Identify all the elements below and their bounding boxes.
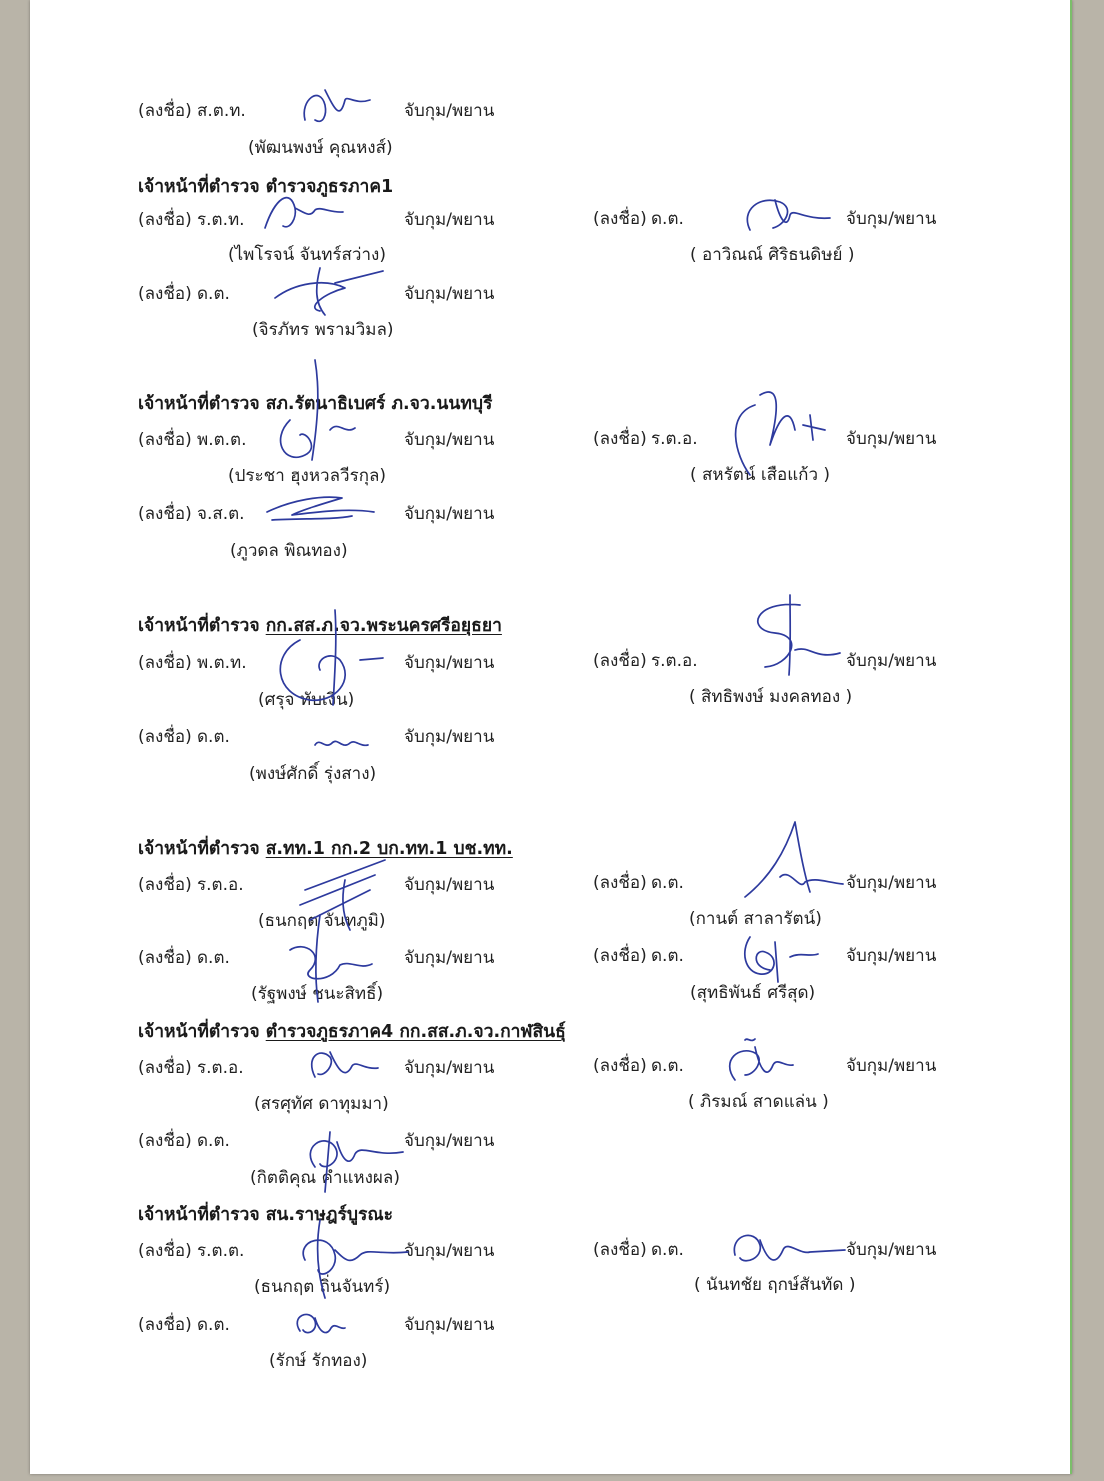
handwritten-signature [715,385,835,480]
handwritten-signature [295,1122,405,1197]
role-label: จับกุม/พยาน [404,504,495,524]
rank: ด.ต. [197,284,230,304]
role-label: จับกุม/พยาน [404,1315,495,1335]
handwritten-signature [725,822,845,912]
rank: พ.ต.ท. [197,653,247,673]
rank: ด.ต. [651,946,684,966]
handwritten-signature [290,1210,410,1300]
rank: ด.ต. [651,873,684,893]
officer-name: (ไพโรจน์ จันทร์สว่าง) [228,245,386,265]
unit-name: ตำรวจภูธรภาค4 กก.สส.ภ.จว.กาฬสินธุ์ [265,1022,566,1042]
sign-prefix: (ลงชื่อ) [138,284,192,304]
rank: ด.ต. [197,1131,230,1151]
sign-prefix: (ลงชื่อ) [593,1240,647,1260]
role-label: จับกุม/พยาน [846,1240,937,1260]
rank: จ.ส.ต. [197,504,245,524]
role-label: จับกุม/พยาน [404,101,495,121]
sign-prefix: (ลงชื่อ) [138,101,192,121]
role-label: จับกุม/พยาน [404,727,495,747]
handwritten-signature [262,490,377,525]
officer-name: ( นันทชัย ฤกษ์สันทัด ) [694,1275,856,1295]
officer-prefix: เจ้าหน้าที่ตำรวจ [138,177,260,197]
rank: ด.ต. [651,1056,684,1076]
rank: ส.ต.ท. [197,101,246,121]
officer-name: (พัฒนพงษ์ คุณหงส์) [248,138,393,158]
handwritten-signature [310,735,370,755]
role-label: จับกุม/พยาน [404,1131,495,1151]
officer-name: (พงษ์ศักดิ์ รุ่งสาง) [249,764,377,784]
officer-name: (สุทธิพันธ์ ศรีสุด) [690,983,816,1003]
rank: ร.ต.ท. [197,210,245,230]
sign-prefix: (ลงชื่อ) [138,875,192,895]
handwritten-signature [300,1042,380,1087]
role-label: จับกุม/พยาน [404,284,495,304]
rank: ร.ต.อ. [197,875,244,895]
unit-name: ส.ทท.1 กก.2 บก.ทท.1 บช.ทท. [265,839,513,859]
handwritten-signature [715,1035,795,1090]
handwritten-signature [255,188,345,238]
officer-name: (จิรภัทร พรามวิมล) [252,320,394,340]
role-label: จับกุม/พยาน [404,875,495,895]
officer-name: ( ภิรมณ์ สาดแล่น ) [688,1092,829,1112]
officer-prefix: เจ้าหน้าที่ตำรวจ [138,394,260,414]
unit-name: ตำรวจภูธรภาค1 [265,177,394,197]
handwritten-signature [725,1220,845,1275]
role-label: จับกุม/พยาน [846,651,937,671]
handwritten-signature [720,922,820,992]
rank: ด.ต. [197,948,230,968]
sign-prefix: (ลงชื่อ) [138,948,192,968]
sign-prefix: (ลงชื่อ) [138,653,192,673]
role-label: จับกุม/พยาน [404,430,495,450]
officer-name: (รัฐพงษ์ ชนะสิทธิ์) [251,984,384,1004]
officer-name: (รักษ์ รักทอง) [269,1351,368,1371]
officer-name: (กิตติคุณ คำแหงผล) [250,1168,400,1188]
officer-name: (สรศุทัศ ดาทุมมา) [254,1094,389,1114]
officer-name: ( อาวิณณ์ ศิริธนดิษย์ ) [690,245,855,265]
handwritten-signature [735,190,835,240]
officer-name: ( สิทธิพงษ์ มงคลทอง ) [689,687,853,707]
section-heading [138,1017,566,1045]
handwritten-signature [295,80,375,130]
role-label: จับกุม/พยาน [404,653,495,673]
role-label: จับกุม/พยาน [404,210,495,230]
handwritten-signature [280,910,380,1005]
role-label: จับกุม/พยาน [404,1241,495,1261]
rank: ร.ต.ต. [197,1241,245,1261]
rank: ร.ต.อ. [651,429,698,449]
rank: ร.ต.อ. [197,1058,244,1078]
officer-prefix: เจ้าหน้าที่ตำรวจ [138,1022,260,1042]
sign-prefix: (ลงชื่อ) [593,873,647,893]
rank: ด.ต. [197,1315,230,1335]
officer-name: (กานต์ สาลารัตน์) [689,909,822,929]
role-label: จับกุม/พยาน [846,873,937,893]
page-edge [1070,0,1072,1474]
officer-name: (ธนกฤต ถิ่นจันทร์) [254,1277,391,1297]
officer-prefix: เจ้าหน้าที่ตำรวจ [138,839,260,859]
rank: พ.ต.ต. [197,430,247,450]
unit-name: สน.ราษฎร์บูรณะ [265,1205,394,1225]
sign-prefix: (ลงชื่อ) [138,1058,192,1078]
role-label: จับกุม/พยาน [846,946,937,966]
sign-prefix: (ลงชื่อ) [138,504,192,524]
officer-name: (ภูวดล พิณทอง) [230,541,348,561]
officer-prefix: เจ้าหน้าที่ตำรวจ [138,616,260,636]
officer-name: (ศรุจ ทับเงิน) [258,690,355,710]
role-label: จับกุม/พยาน [404,948,495,968]
unit-name: สภ.รัตนาธิเบศร์ ภ.จว.นนทบุรี [265,394,493,414]
sign-prefix: (ลงชื่อ) [593,209,647,229]
rank: ด.ต. [651,1240,684,1260]
role-label: จับกุม/พยาน [404,1058,495,1078]
officer-name: (ประชา ฮุงหวลวีรกุล) [228,466,387,486]
role-label: จับกุม/พยาน [846,429,937,449]
sign-prefix: (ลงชื่อ) [593,1056,647,1076]
sign-prefix: (ลงชื่อ) [138,430,192,450]
rank: ด.ต. [651,209,684,229]
sign-prefix: (ลงชื่อ) [138,1241,192,1261]
sign-prefix: (ลงชื่อ) [138,1131,192,1151]
sign-prefix: (ลงชื่อ) [593,429,647,449]
handwritten-signature [265,263,385,318]
role-label: จับกุม/พยาน [846,1056,937,1076]
officer-name: (ธนกฤต จันทภูมิ) [258,911,386,931]
handwritten-signature [735,595,845,680]
handwritten-signature [265,600,385,710]
officer-name: ( สหรัตน์ เสือแก้ว ) [690,465,831,485]
sign-prefix: (ลงชื่อ) [138,210,192,230]
sign-prefix: (ลงชื่อ) [138,727,192,747]
sign-prefix: (ลงชื่อ) [593,651,647,671]
sign-prefix: (ลงชื่อ) [593,946,647,966]
rank: ด.ต. [197,727,230,747]
role-label: จับกุม/พยาน [846,209,937,229]
unit-name: กก.สส.ภ.จว.พระนครศรีอยุธยา [265,616,502,636]
sign-prefix: (ลงชื่อ) [138,1315,192,1335]
officer-prefix: เจ้าหน้าที่ตำรวจ [138,1205,260,1225]
handwritten-signature [285,1306,345,1341]
rank: ร.ต.อ. [651,651,698,671]
handwritten-signature [260,360,370,470]
